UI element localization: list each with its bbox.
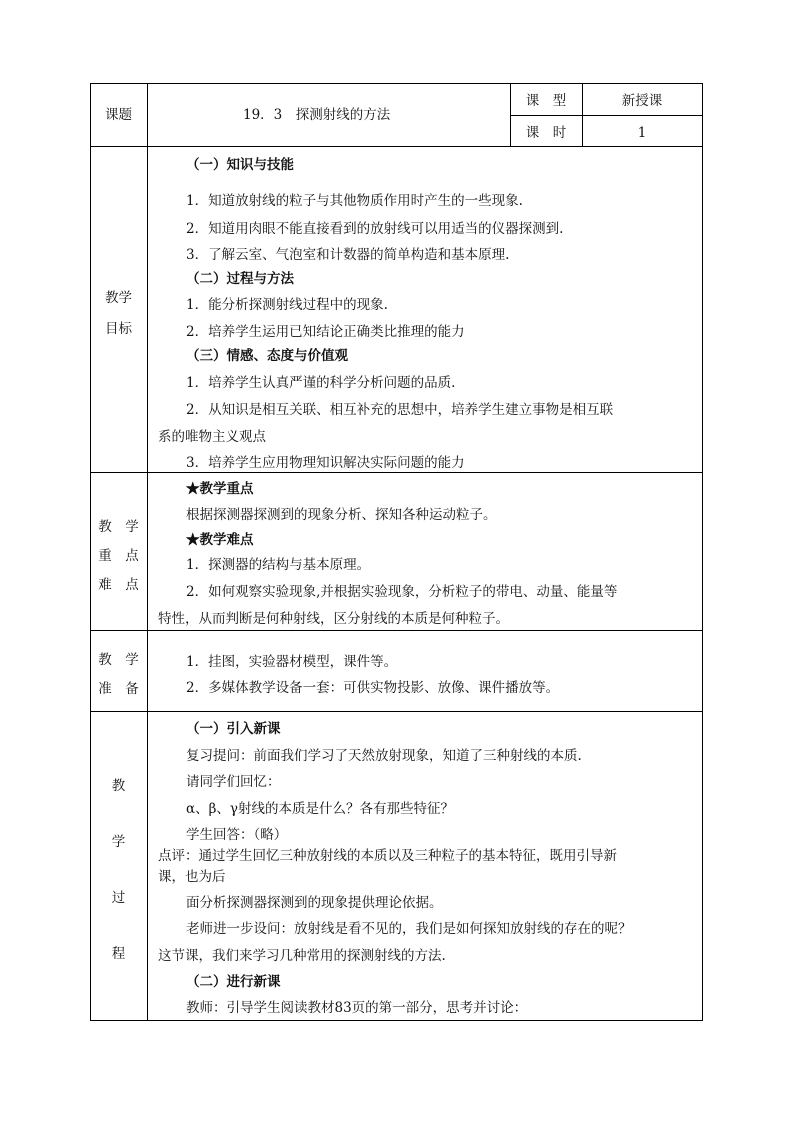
goals-label-1: 教学 (105, 290, 132, 306)
process-label-4: 程 (111, 946, 126, 962)
prep-label-1: 教 学 (98, 652, 139, 668)
lesson-title: 19．3 探测射线的方法 (243, 107, 391, 123)
hours-label: 课 时 (525, 125, 567, 141)
process-line-9: 这节课，我们来学习几种常用的探测射线的方法. (158, 948, 446, 964)
process-label-3: 过 (111, 890, 126, 906)
process-heading-new: （二）进行新课 (186, 974, 281, 990)
row-rule-1 (90, 146, 703, 147)
focus-difficult-2b: 特性，从而判断是何种射线，区分射线的本质是何种粒子。 (158, 611, 509, 627)
subject-label: 课题 (105, 107, 132, 123)
focus-difficult-1: 1．探测器的结构与基本原理。 (186, 557, 371, 573)
process-label-2: 学 (111, 834, 126, 850)
header-mid-rule (510, 115, 703, 116)
goals-knowledge-2: 2．知道用肉眼不能直接看到的放射线可以用适当的仪器探测到. (186, 221, 564, 237)
table-border-bottom (90, 1020, 703, 1021)
goals-knowledge-1: 1．知道放射线的粒子与其他物质作用时产生的一些现象. (186, 193, 523, 209)
focus-key-1: 根据探测器探测到的现象分析、探知各种运动粒子。 (186, 507, 497, 523)
process-line-1: 复习提问：前面我们学习了天然放射现象，知道了三种射线的本质. (186, 748, 582, 764)
focus-heading-key: ★教学重点 (186, 481, 254, 497)
prep-item-2: 2．多媒体教学设备一套：可供实物投影、放像、课件播放等。 (186, 680, 560, 696)
goals-heading-process: （二）过程与方法 (186, 271, 294, 287)
process-heading-intro: （一）引入新课 (186, 721, 281, 737)
process-line-6: 课，也为后 (158, 869, 226, 885)
process-line-7: 面分析探测器探测到的现象提供理论依据。 (186, 895, 443, 911)
label-column-rule (147, 83, 148, 1021)
process-line-5: 点评：通过学生回忆三种放射线的本质以及三种粒子的基本特征，既用引导新 (158, 848, 617, 864)
process-label-1: 教 (111, 778, 126, 794)
focus-label-3: 难 点 (98, 577, 139, 593)
goals-values-1: 1．培养学生认真严谨的科学分析问题的品质. (186, 375, 456, 391)
goals-values-2a: 2．从知识是相互关联、相互补充的思想中，培养学生建立事物是相互联 (186, 402, 614, 418)
focus-label-2: 重 点 (98, 548, 139, 564)
process-line-8: 老师进一步设问：放射线是看不见的，我们是如何探知放射线的存在的呢？ (186, 921, 632, 937)
row-rule-2 (90, 472, 703, 473)
focus-heading-difficult: ★教学难点 (186, 532, 254, 548)
table-border-top (90, 83, 703, 84)
type-value: 新授课 (621, 93, 663, 109)
goals-label-2: 目标 (105, 321, 132, 337)
process-line-10: 教师：引导学生阅读教材83页的第一部分，思考并讨论： (186, 1000, 528, 1016)
prep-label-2: 准 备 (98, 681, 139, 697)
goals-values-3: 3．培养学生应用物理知识解决实际问题的能力 (186, 455, 465, 471)
focus-difficult-2a: 2．如何观察实验现象,并根据实验现象，分析粒子的带电、动量、能量等 (186, 584, 618, 600)
process-line-3: α、β、γ射线的本质是什么？各有那些特征？ (186, 801, 454, 817)
row-rule-4 (90, 711, 703, 712)
row-rule-3 (90, 630, 703, 631)
table-border-right (702, 83, 703, 1021)
goals-heading-knowledge: （一）知识与技能 (186, 157, 294, 173)
hours-value: 1 (637, 125, 647, 141)
prep-item-1: 1．挂图，实验器材模型，课件等。 (186, 654, 398, 670)
process-line-4: 学生回答：（略） (186, 827, 288, 843)
goals-values-2b: 系的唯物主义观点 (158, 429, 266, 445)
focus-label-1: 教 学 (98, 519, 139, 535)
process-line-2: 请同学们回忆： (186, 774, 281, 790)
goals-process-1: 1．能分析探测射线过程中的现象. (186, 297, 388, 313)
type-label: 课 型 (525, 93, 567, 109)
goals-heading-values: （三）情感、态度与价值观 (186, 348, 348, 364)
goals-process-2: 2．培养学生运用已知结论正确类比推理的能力 (186, 324, 465, 340)
goals-knowledge-3: 3．了解云室、气泡室和计数器的简单构造和基本原理. (186, 247, 510, 263)
